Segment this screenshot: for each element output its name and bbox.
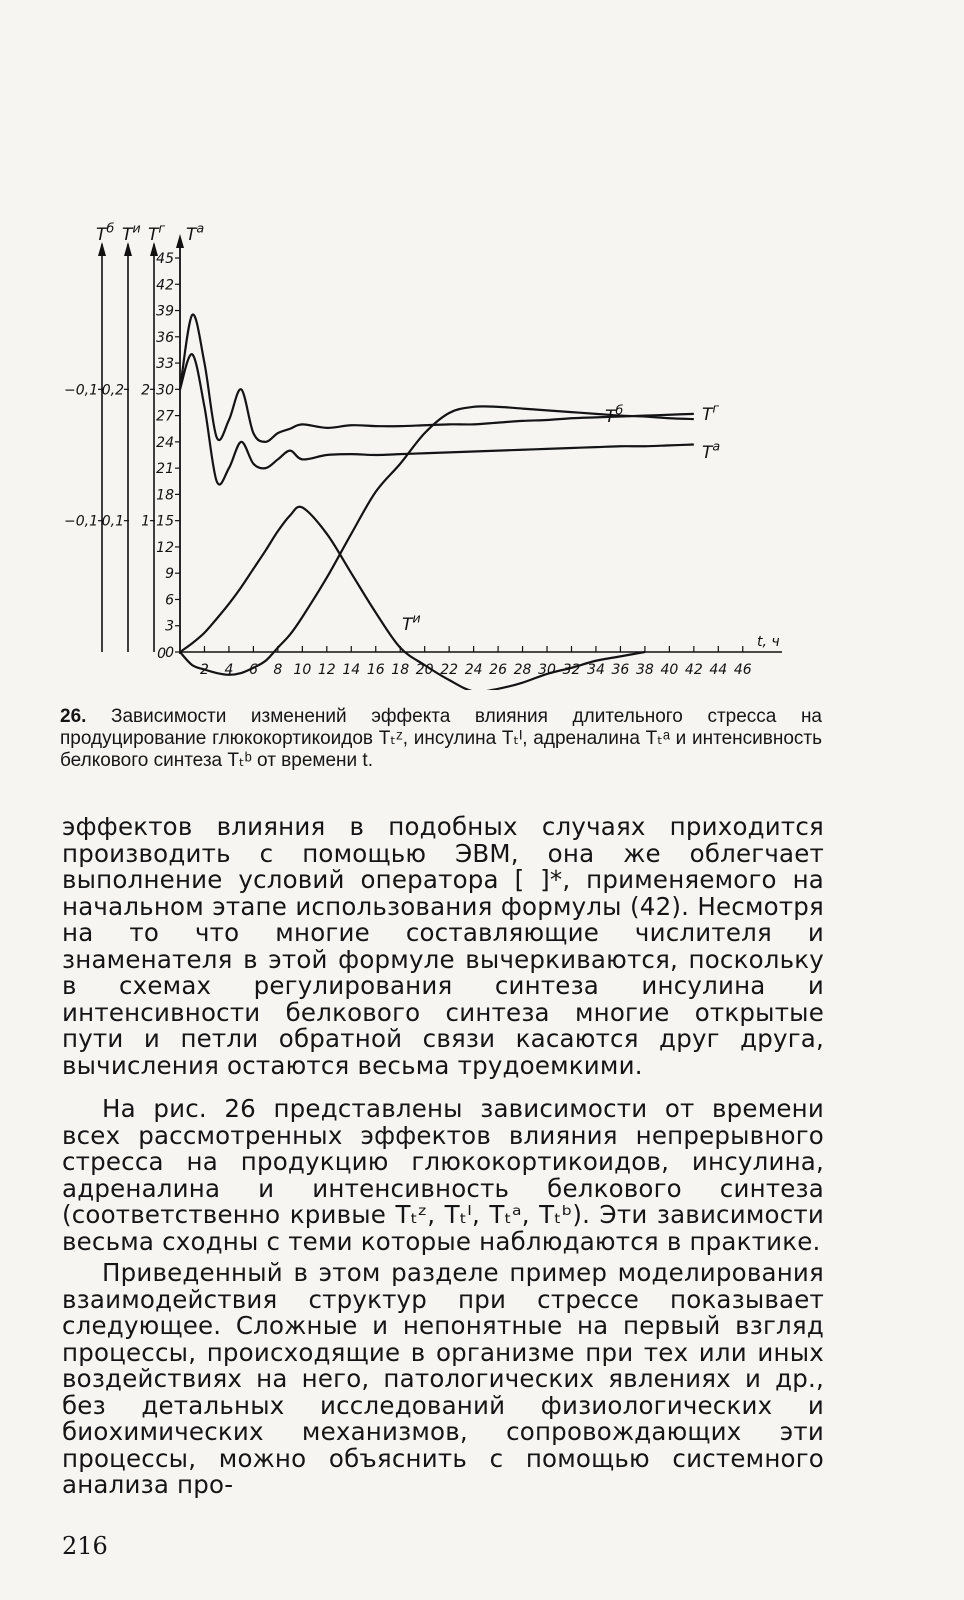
x-tick-label: 20 [415,662,434,678]
x-tick-label: 8 [273,662,283,678]
x-tick-label: 36 [611,662,630,678]
x-tick-label: 14 [342,662,361,678]
curves [180,315,694,690]
aux-tick-label: 0,1 [101,513,124,530]
paragraph-text: Приведенный в этом разделе пример моделирования взаимодействия структур при стрессе показывает следующее. Сложные и непонятные на первый взгляд процессы, происходящие в организме при тех или иных воздействиях на него, патологических явлениях и др., без детальных исследований физиологических и биохимических механизмов, сопровождающих эти процессы, можно объяснить с помощью системного анализа про- [62,1258,824,1499]
y-tick-label: 39 [156,303,174,320]
curve-label-i: $T^и$ [402,611,421,635]
x-tick-label: 12 [317,662,336,678]
x-tick-label: 2 [200,662,209,678]
aux-axis-label: $T^и$ [122,221,141,245]
y-tick-label: 3 [165,618,174,635]
x-tick-label: 10 [293,662,312,678]
aux-tick-label: 2 [141,382,150,399]
y-tick-label: 9 [165,566,174,583]
y-tick-label: 33 [156,356,174,373]
body-paragraph-2 [62,1096,824,1255]
series-line [180,354,694,484]
aux-tick-label: 0,2 [101,382,124,399]
figure-number: 26. [60,706,87,727]
aux-axis-label: $T^г$ [148,221,166,245]
page-number: 216 [62,1532,108,1560]
aux-tick-label: −0,1 [64,382,98,399]
curve-label-b: $T^б$ [605,403,624,427]
figure-26-chart [60,200,800,690]
paragraph-text: На рис. 26 представлены зависимости от времени всех рассмотренных эффектов влияния непрерывного стресса на продукцию глюкокортикоидов, инсулина, адреналина и интенсивность белкового синтеза (соответственно кривые Tₜᶻ, Tₜᴵ, Tₜᵃ, Tₜᵇ). Эти зависимости весьма сходны с теми которые наблюдаются в практике. [62,1094,824,1256]
y-tick-label: 12 [156,539,174,556]
x-tick-label: 32 [562,662,581,678]
y-tick-label: 27 [156,408,174,425]
y-tick-label: 45 [156,251,174,267]
x-tick-label: 44 [709,662,728,678]
body-paragraph-3 [62,1260,824,1499]
x-axis-label: t, ч [757,634,780,650]
y-axis-arrow [176,234,184,248]
aux-axis-label: $T^б$ [96,221,115,245]
x-tick-label: 42 [684,662,703,678]
y-tick-label: 18 [156,487,174,504]
x-tick-label: 24 [464,662,483,678]
y-tick-label: 6 [165,592,174,609]
x-tick-label: 6 [248,662,258,678]
x-tick-label: 28 [513,662,532,678]
y-tick-label: 0 [165,645,174,661]
x-tick-label: 22 [440,662,459,678]
x-tick-label: 26 [489,662,507,678]
body-paragraph-1 [62,814,824,1079]
aux-tick-label: 1 [141,513,150,530]
curve-label-a: $T^а$ [702,439,721,463]
figure-caption-text: Зависимости изменений эффекта влияния длительного стресса на продуцирование глюкокортикоидов Tₜᶻ, инсулина Tₜᴵ, адреналина Tₜᵃ и интенсивность белкового синтеза Tₜᵇ от времени t. [60,706,822,771]
y-tick-label: 36 [156,329,174,346]
y-tick-label: 24 [156,434,174,451]
curve-label-g: $T^г$ [702,401,720,425]
x-tick-label: 34 [587,662,605,678]
x-tick-label: 46 [733,662,752,678]
x-tick-label: 4 [224,662,234,678]
x-tick-label: 38 [635,662,654,678]
y-tick-label: 15 [156,513,174,530]
y-tick-label: 30 [156,382,174,399]
x-tick-label: 18 [391,662,410,678]
auxiliary-axes [64,221,165,652]
main-axes [156,221,782,678]
curve-labels [402,401,720,635]
x-tick-label: 16 [366,662,385,678]
x-tick-label: 40 [660,662,679,678]
origin-label: 0 [157,646,166,662]
y-tick-label: 42 [156,277,174,294]
paragraph-text: эффектов влияния в подобных случаях приходится производить с помощью ЭВМ, она же облегчает выполнение условий оператора [ ]*, применяемого на начальном этапе использования формулы (42). Несмотря на то что многие составляющие числителя и знаменателя в этой формуле вычеркиваются, поскольку в схемах регулирования синтеза инсулина и интенсивности белкового синтеза многие открытые пути и петли обратной связи касаются друг друга, вычисления остаются весьма трудоемкими. [62,812,824,1080]
y-axis-label-a: $T^а$ [186,221,205,245]
figure-caption [60,706,822,772]
y-tick-label: 21 [156,461,174,478]
aux-tick-label: −0,1 [64,513,98,530]
x-tick-label: 30 [538,662,556,678]
